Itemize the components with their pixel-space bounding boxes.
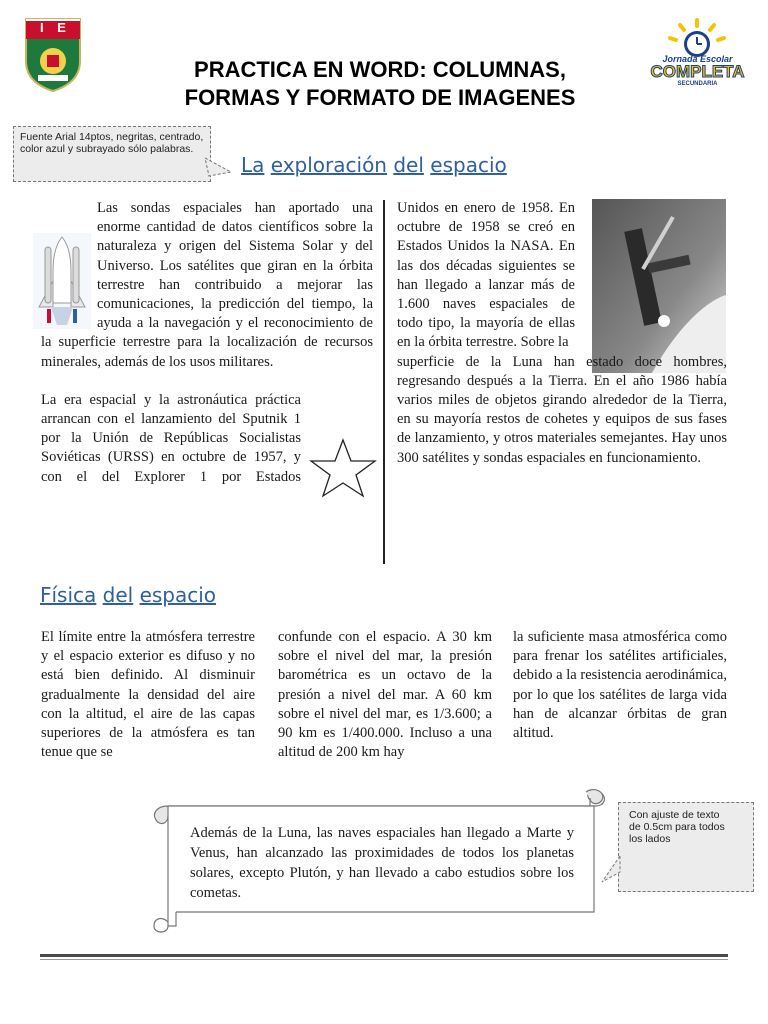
instruction-callout-font-text: Fuente Arial 14ptos, negritas, centrado, color azul y subrayado sólo palabras. (20, 131, 204, 155)
section-heading-fisica (40, 583, 216, 607)
section1-right-column (397, 199, 727, 468)
heading-word: espacio (430, 153, 507, 177)
school-crest-initials: I E (40, 20, 66, 35)
heading-word: La (241, 153, 265, 177)
section1-paragraph-3b: superficie de la Luna han estado doce hombres, regresando después a la Tierra. En el año 1986 había varios miles de objetos girando alrededor de la Tierra, en su mayoría restos de cohetes y equipos de sus fases de lanzamiento, y otros materiales semejantes. Hay unos 300 satélites y sondas espaciales en funcionamiento. (397, 353, 727, 466)
heading-word: del (102, 583, 134, 607)
page-title-line2: FORMAS Y FORMATO DE IMAGENES (184, 85, 576, 110)
section2-column-1: El límite entre la atmósfera terrestre y el espacio exterior es difuso y no está bien definido. Al disminuir gradualmente la densidad del aire con la altitud, el aire de las capas superiores de la atmósfera es tan tenue que se (41, 629, 255, 761)
heading-word: exploración (270, 153, 387, 177)
page-title (130, 56, 630, 112)
jornada-logo-line2: COMPLETA (650, 62, 745, 81)
section2-column-2: confunde con el espacio. A 30 km sobre el nivel del mar, la presión barométrica es un octavo de la presión a nivel del mar. A 60 km sobre el nivel del mar, es 1/3.600; a 90 km es 1/400.000. Incluso a una altitud de 200 km hay (278, 629, 492, 761)
section2-column-3: la suficiente masa atmosférica como para frenar los satélites artificiales, debido a la resistencia aerodinámica, por lo que los satélites de larga vida han de alcanzar órbitas de gran altitud. (513, 629, 727, 742)
heading-word: del (393, 153, 424, 177)
footer-divider-line-thin (40, 959, 728, 960)
heading-word: Física (40, 583, 97, 607)
instruction-callout-wrap (618, 802, 754, 892)
section-heading-exploracion (241, 153, 507, 177)
section1-paragraph-3a: Unidos en enero de 1958. En octubre de 1958 se creó en Estados Unidos la NASA. En las dos décadas siguientes se han llegado a lanzar más de 1.600 naves espaciales de todo tipo, la mayoría de ellas en la órbita terrestre. Sobre la (397, 200, 575, 351)
jornada-logo-line1: Jornada Escolar (662, 54, 733, 64)
shuttle-image (33, 233, 91, 329)
instruction-callout-font (13, 126, 211, 182)
star-shape (307, 437, 379, 499)
section1-paragraph-2: La era espacial y la astronáutica práctica arrancan con el lanzamiento del Sputnik 1 por la Unión de Repúblicas Socialistas Soviéticas (URSS) en octubre de 1957, y con el del Explorer 1 por Estados (41, 391, 301, 485)
scroll-banner-text: Además de la Luna, las naves espaciales han llegado a Marte y Venus, han alcanzado las proximidades de todos los planetas solares, excepto Plutón, y han llevado a cabo estudios sobre los cometas. (190, 825, 574, 901)
column-divider-line (383, 200, 385, 564)
school-crest-logo (22, 15, 84, 93)
footer-divider-line (40, 954, 728, 957)
jornada-escolar-completa-logo (640, 16, 755, 91)
instruction-callout-wrap-text: Con ajuste de texto de 0.5cm para todos los lados (629, 809, 725, 845)
callout-pointer-arrow-bottom (598, 852, 624, 884)
section1-left-column (41, 199, 373, 499)
callout-pointer-arrow (205, 150, 235, 180)
jornada-logo-line3: SECUNDARIA (677, 81, 718, 87)
section1-paragraph-1: Las sondas espaciales han aportado una enorme cantidad de datos científicos sobre la naturaleza y origen del Sistema Solar y del Universo. Los satélites que giran en la órbita terrestre han contribuido a mejorar las comunicaciones, la predicción del tiempo, la ayuda a la navegación y el reconocimiento de la superficie terrestre para la localización de recursos minerales, además de los usos militares. (41, 200, 373, 370)
page-title-line1: PRACTICA EN WORD: COLUMNAS, (194, 57, 566, 82)
heading-word: espacio (139, 583, 217, 607)
